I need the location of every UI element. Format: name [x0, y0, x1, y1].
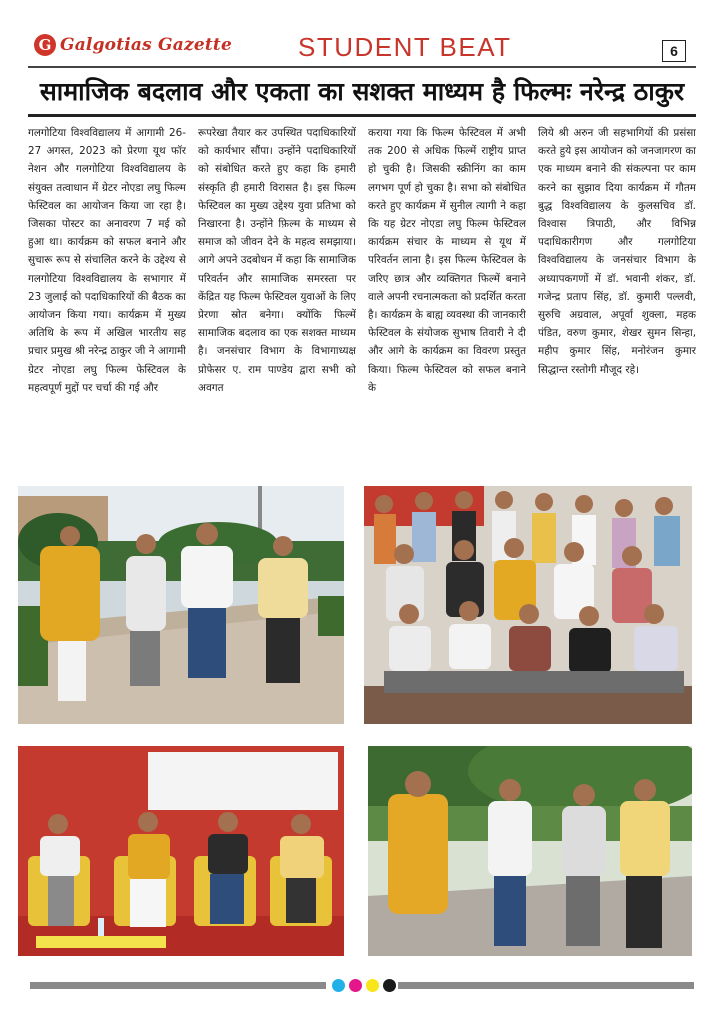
gazette-logo: [34, 34, 232, 56]
article-column-4: लिये श्री अरुन जी सहभागियों की प्रसंसा करते हुये इस आयोजन को जनजागरण का एक माध्यम बनाने की संकल्पना पर काम करने का सुझाव दिया कार्यक्रम में गौतम बुद्ध विश्वविद्यालय के कुलसचिव डॉ. विश्वास त्रिपाठी, और विभिन्न पदाधिकारीगण और गलगोटिया विश्वविद्यालय के जनसंचार विभाग के अध्यापकगणों में डॉ. भवानी शंकर, डॉ. गजेन्द्र प्रताप सिंह, डॉ. कुमारी पल्लवी, सुरुचि अग्रवाल, अपूर्वा शुक्ला, महक पंडित, वरुण कुमार, शेखर सुमन सिन्हा, महीप कुमार सिंह, मनोरंजन कुमार सिद्धान्त रस्तोगी मौजूद रहे।: [538, 127, 696, 376]
group-photo: [364, 486, 692, 724]
yellow-dot-icon: [366, 979, 379, 992]
page-number: 6: [662, 40, 686, 62]
article-column-3: कराया गया कि फिल्म फेस्टिवल में अभी तक 200 से अधिक फिल्में राष्ट्रीय प्राप्त हो चुकी है। जिसकी स्क्रीनिंग का काम लगभग पूर्ण हो चुका है। सभा को संबोधित करते हुए कार्यक्रम में सुनील त्यागी ने कहा कि यह ग्रेटर नोएडा लघु फिल्म फेस्टिवल कार्यक्रम संचार के माध्यम से यूथ में परिवर्तन लाना है। इस फिल्म फेस्टिवल के जरिए छात्र और व्यक्तिगत फिल्में बनाने वाले अपनी रचनात्मकता को प्रदर्शित करता है। कार्यक्रम के बाह्य व्यवस्था की जानकारी फेस्टिवल के संयोजक सुभाष तिवारी ने दी और आगे के कार्यक्रम का विवरण प्रस्तुत किया। फिल्म फेस्टिवल को सफल बनाने के: [368, 127, 526, 394]
garden-group-photo: [368, 746, 692, 956]
seminar-stage-photo: [18, 746, 344, 956]
walkway-photo: [18, 486, 344, 724]
cyan-dot-icon: [332, 979, 345, 992]
black-dot-icon: [383, 979, 396, 992]
masthead-rule: [28, 66, 696, 68]
magenta-dot-icon: [349, 979, 362, 992]
article-body: [28, 124, 696, 454]
section-title: STUDENT BEAT: [298, 32, 512, 62]
headline-rule: [28, 114, 696, 117]
article-column-1: गलगोटिया विश्वविद्यालय में आगामी 26-27 अगस्त, 2023 को प्रेरणा यूथ फॉर नेशन और गलगोटिया विश्वविद्यालय के संयुक्त तत्वाधान में ग्रेटर नोएडा लघु फिल्म फेस्टिवल का आयोजन किया जा रहा है। जिसका पोस्टर का अनावरण 7 मई को हुआ था। कार्यक्रम को सफल बनाने और सुचारू रूप से संचालित करने के उद्देश्य से गलगोटिया विश्वविद्यालय के सभागार में 23 जुलाई को पदाधिकारियों की बैठक का आयोजन किया गया। कार्यक्रम में मुख्य अतिथि के रूप में अखिल भारतीय सह प्रचार प्रमुख श्री नरेन्द्र ठाकुर जी ने आगामी ग्रेटर नोएडा लघु फिल्म फेस्टिवल के महत्वपूर्ण मुद्दों पर चर्चा की गई और: [28, 127, 186, 394]
logo-text: Galgotias Gazette: [60, 35, 232, 55]
headline: सामाजिक बदलाव और एकता का सशक्त माध्यम है फिल्मः नरेन्द्र ठाकुर: [39, 77, 685, 106]
footer-bar-right: [398, 982, 694, 989]
footer-bar-left: [30, 982, 326, 989]
masthead: [28, 30, 696, 68]
article-column-2: रूपरेखा तैयार कर उपस्थित पदाधिकारियों को कार्यभार सौंपा। उन्होंने पदाधिकारियों को संबोधित करते हुए कहा कि हमारी संस्कृति ही हमारी विरासत है। इस फिल्म फेस्टिवल का मुख्य उद्देश्य युवा प्रतिभा को निखारना है। उन्होंने फ़िल्म के माध्यम से समाज को जीवन देने के महत्व समझाया। आगे अपने उदबोधन में कहा कि सामाजिक परिवर्तन और सामाजिक समरस्ता पर केंद्रित यह फिल्म फेस्टिवल युवाओं के लिए प्रेरणा स्रोत बनेगा। क्योंकि फिल्में सामाजिक बदलाव का एक सशक्त माध्यम है। जनसंचार विभाग के विभागाध्यक्ष प्रोफेसर ए. राम पाण्डेय द्वारा सभी को अवगत: [198, 127, 356, 394]
logo-emblem-icon: G: [34, 34, 56, 56]
